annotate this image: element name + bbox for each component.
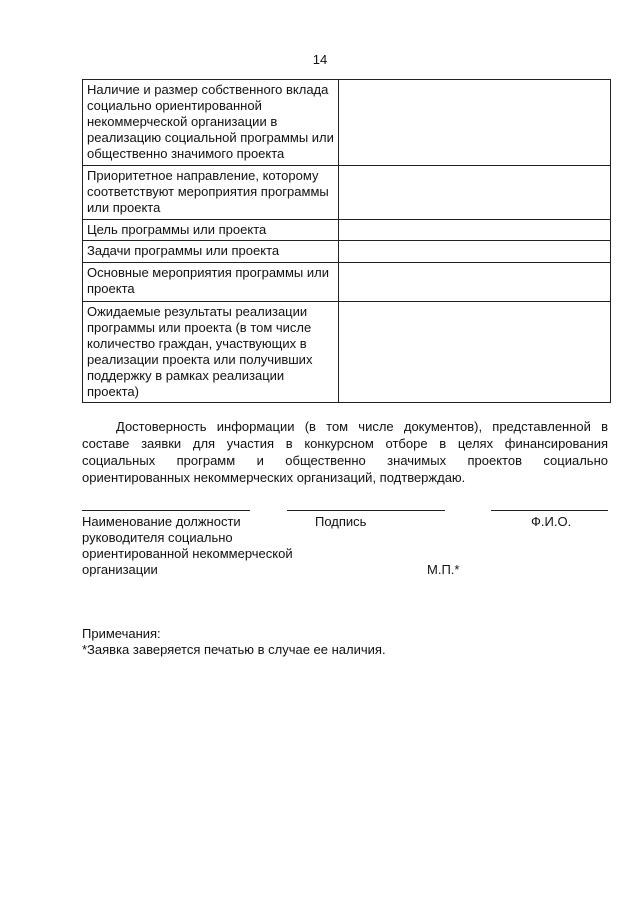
name-label: Ф.И.О. [531,514,572,529]
notes-title: Примечания: [82,626,161,641]
application-table [82,79,611,403]
name-line [491,510,608,511]
row-label: Наличие и размер собственного вклада социально ориентированной некоммерческой организации в реализацию социальной программы или общественно значимого проекта [83,80,339,166]
signature-label: Подпись [315,514,367,529]
row-label: Задачи программы или проекта [83,241,339,263]
table-row [83,302,611,403]
table-row [83,220,611,241]
confirmation-statement: Достоверность информации (в том числе документов), представленной в составе заявки для участия в конкурсном отборе в целях финансирования социальных программ и общественно значимых проектов социально ориентированных некоммерческих организаций, подтверждаю. [82,419,608,485]
row-value [339,241,611,263]
row-label: Ожидаемые результаты реализации программы или проекта (в том числе количество граждан, участвующих в реализации проекта или получивших поддержку в рамках реализации проекта) [83,302,339,403]
row-value [339,220,611,241]
table-row [83,80,611,166]
row-label: Цель программы или проекта [83,220,339,241]
seal-label: М.П.* [427,562,460,577]
position-signature-line [82,510,250,511]
row-value [339,263,611,302]
position-label-line: руководителя социально [82,530,233,545]
table-row [83,166,611,220]
notes-text: *Заявка заверяется печатью в случае ее наличия. [82,642,386,657]
signature-line [287,510,445,511]
row-label: Основные мероприятия программы или проекта [83,263,339,302]
position-label-line: Наименование должности [82,514,241,529]
table-row [83,241,611,263]
row-value [339,80,611,166]
row-value [339,302,611,403]
page-number: 14 [312,52,328,67]
position-label-line: ориентированной некоммерческой [82,546,293,561]
position-label [82,514,342,578]
row-label: Приоритетное направление, которому соответствуют мероприятия программы или проекта [83,166,339,220]
table-row [83,263,611,302]
position-label-line: организации [82,562,158,577]
row-value [339,166,611,220]
